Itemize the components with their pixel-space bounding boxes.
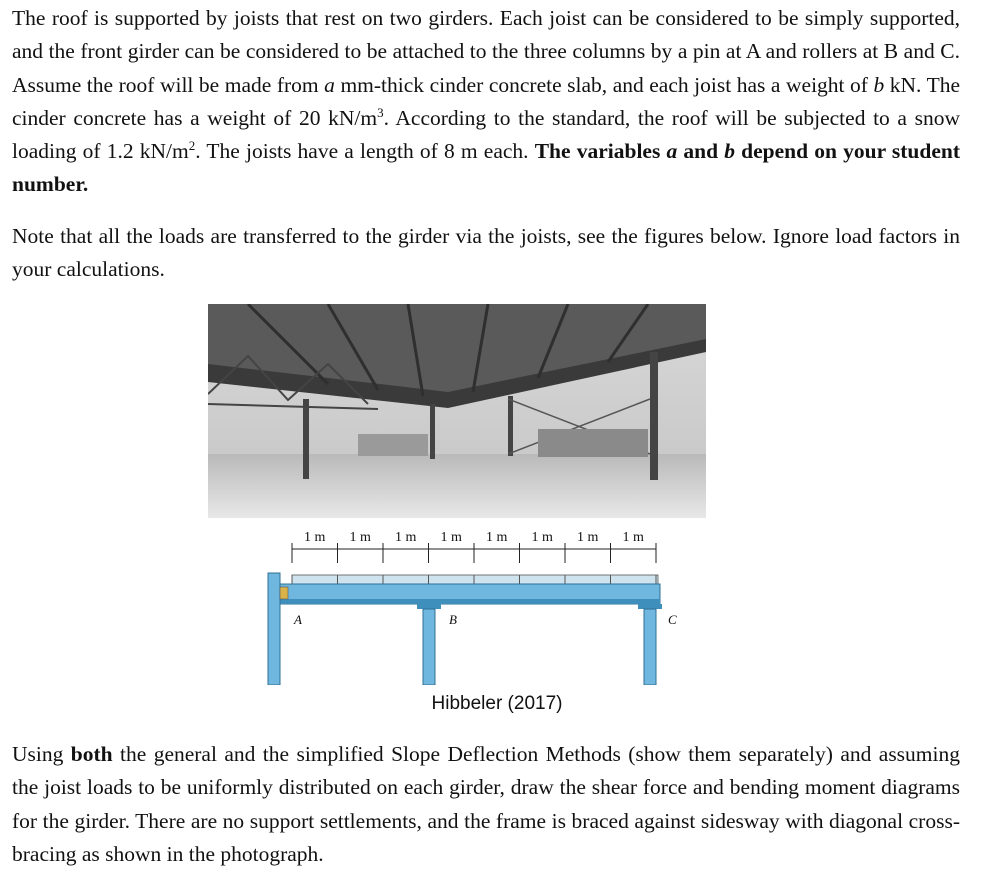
spacing-label: 1 m xyxy=(304,530,326,545)
girder-flange xyxy=(280,599,660,604)
girder-diagram xyxy=(262,523,682,685)
figure-caption: Hibbeler (2017) xyxy=(431,693,563,714)
student-number-note: The variables a and b depend on your student number. xyxy=(12,139,960,197)
column-a xyxy=(268,573,280,685)
emphasis-both: both xyxy=(70,742,113,766)
text-run: kN. The cinder concrete has a weight of 20 kN/m xyxy=(12,72,960,130)
text-run: the general and the simplified Slope Deflection Methods (show them separately) and assuming the joist loads to be uniformly distributed on each girder, draw the shear force and bending moment diagrams for the girder. There are no support settlements, and the frame is braced against sidesway with diagonal cross-bracing as shown in the photograph. xyxy=(12,742,960,866)
column-b xyxy=(423,609,435,685)
joist-row xyxy=(292,575,658,584)
problem-statement-paragraph xyxy=(12,2,960,202)
support-label-c: C xyxy=(668,612,677,627)
variable-b: b xyxy=(873,72,885,97)
text-run: . The joists have a length of 8 m each. xyxy=(195,139,535,164)
task-instructions xyxy=(12,738,960,871)
text-run: mm-thick cinder concrete slab, and each joist has a weight of xyxy=(334,72,874,97)
support-label-a: A xyxy=(294,612,302,627)
spacing-label: 1 m xyxy=(486,530,508,545)
spacing-label: 1 m xyxy=(577,530,599,545)
pin-connection xyxy=(280,587,288,599)
roof-structure-photo xyxy=(208,304,706,518)
spacing-label: 1 m xyxy=(622,530,644,545)
roller-c xyxy=(638,604,662,609)
spacing-label: 1 m xyxy=(395,530,417,545)
column-c xyxy=(644,609,656,685)
load-transfer-note: Note that all the loads are transferred to the girder via the joists, see the figures below. Ignore load factors in your calculations. xyxy=(12,224,960,282)
variable-a: a xyxy=(324,72,335,97)
text-run: . According to the standard, the roof will be subjected to a snow loading of 1.2 kN/m xyxy=(12,105,961,164)
exponent: 3 xyxy=(377,104,384,120)
exponent: 2 xyxy=(188,138,196,154)
text-run: The roof is supported by joists that rest on two girders. Each joist can be considered to be simply supported, and the front girder can be considered to be attached to the three columns by a pin at A and rollers at B and C. Assume the roof will be made from xyxy=(12,6,960,97)
support-label-b: B xyxy=(449,612,457,627)
spacing-label: 1 m xyxy=(531,530,553,545)
text-run: Using xyxy=(12,742,71,766)
roller-b xyxy=(417,604,441,609)
spacing-label: 1 m xyxy=(440,530,462,545)
spacing-label: 1 m xyxy=(349,530,371,545)
